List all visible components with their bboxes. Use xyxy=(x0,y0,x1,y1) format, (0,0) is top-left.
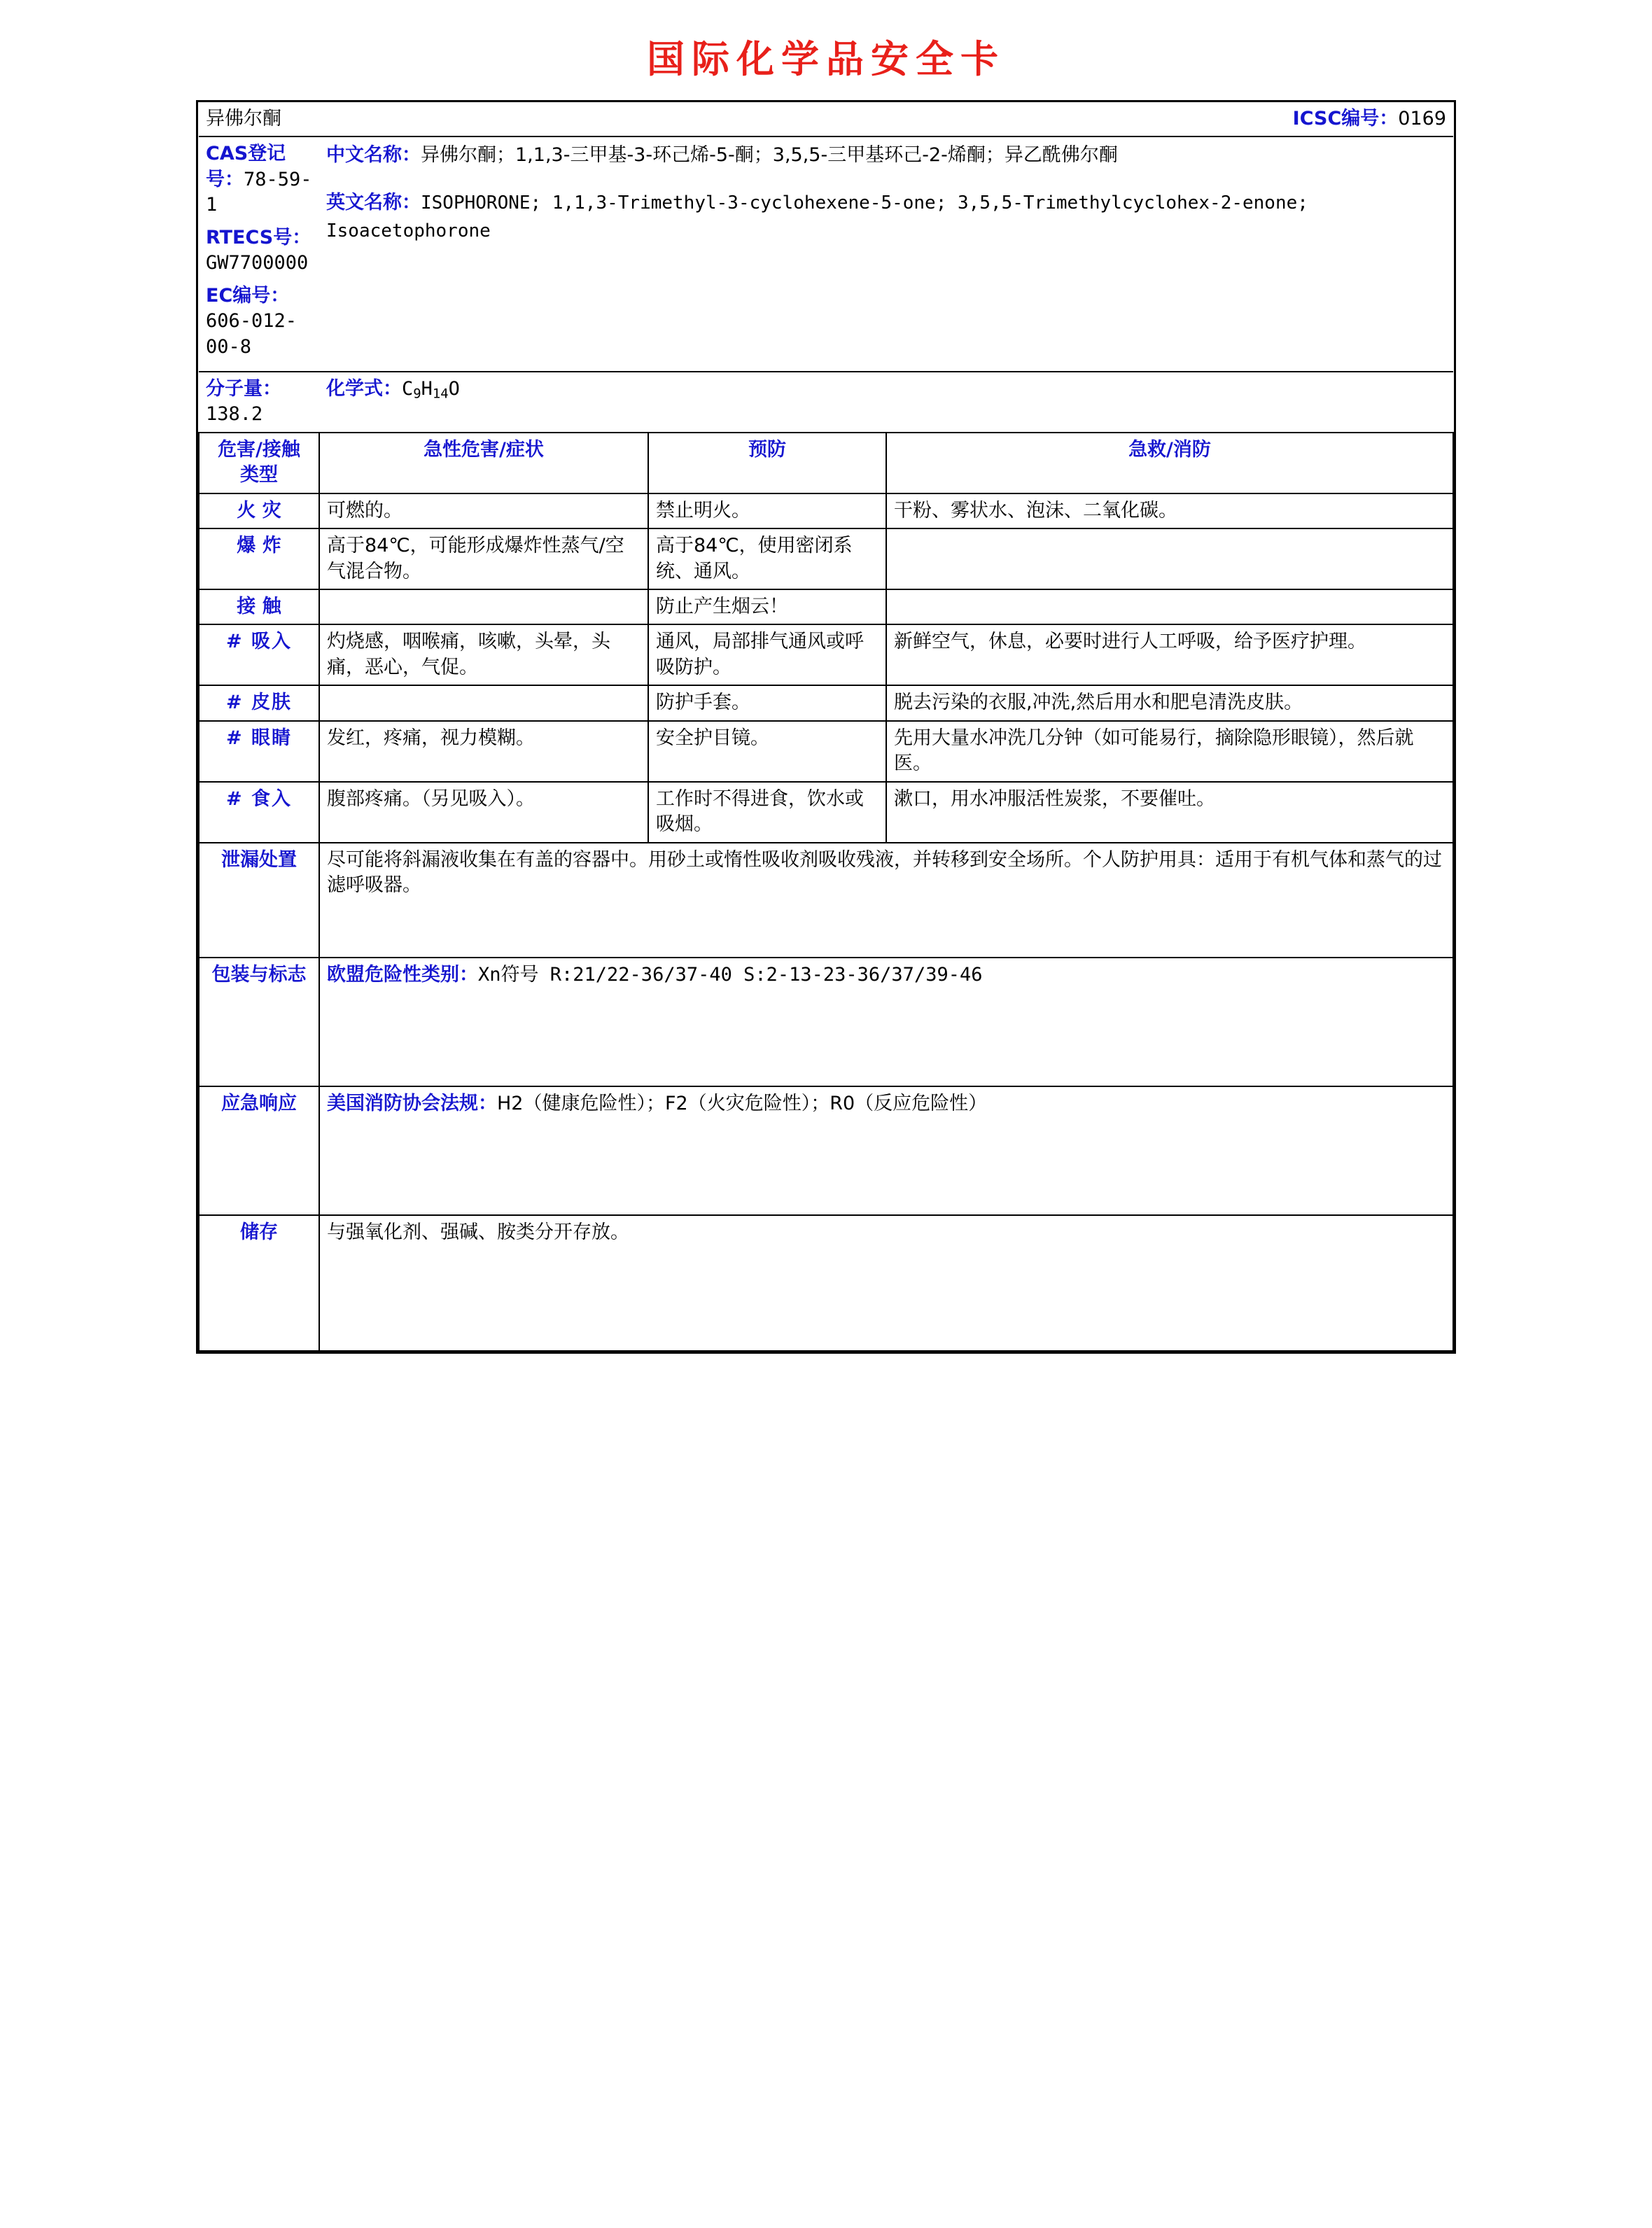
chinese-name-line xyxy=(326,141,1446,169)
row-prevention-inhalation: 通风，局部排气通风或呼吸防护。 xyxy=(648,624,886,685)
formula-o: O xyxy=(448,377,460,400)
row-prevention-exposure: 防止产生烟云！ xyxy=(648,589,886,624)
molecular-weight-cell xyxy=(199,372,319,433)
mw-label: 分子量： xyxy=(206,377,281,400)
table-row xyxy=(199,624,1453,685)
row-prevention-fire: 禁止明火。 xyxy=(648,493,886,528)
row-firstaid-fire: 干粉、雾状水、泡沫、二氧化碳。 xyxy=(886,493,1453,528)
row-prevention-skin: 防护手套。 xyxy=(648,685,886,720)
row-firstaid-exposure xyxy=(886,589,1453,624)
row-prevention-explosion: 高于84℃，使用密闭系统、通风。 xyxy=(648,528,886,589)
formula-c-count: 9 xyxy=(413,386,421,402)
icsc-label: ICSC编号： xyxy=(1292,108,1399,129)
row-firstaid-eyes: 先用大量水冲洗几分钟（如可能易行，摘除隐形眼镜），然后就医。 xyxy=(886,721,1453,782)
eu-hazard-class-label: 欧盟危险性类别： xyxy=(327,963,478,986)
table-row xyxy=(199,589,1453,624)
section-label-storage: 储存 xyxy=(199,1215,319,1351)
table-row xyxy=(199,685,1453,720)
col-header-type-line1: 危害/接触 xyxy=(218,438,300,461)
ec-line xyxy=(206,283,312,360)
rtecs-value: GW7700000 xyxy=(206,252,309,274)
formula-label: 化学式： xyxy=(326,377,402,400)
row-label-ingestion: # 食入 xyxy=(199,782,319,843)
rtecs-label: RTECS号： xyxy=(206,226,312,248)
section-row-emergency xyxy=(199,1086,1453,1215)
row-hazard-inhalation: 灼烧感，咽喉痛，咳嗽，头晕，头痛，恶心，气促。 xyxy=(319,624,648,685)
molecular-row xyxy=(199,372,1453,433)
row-firstaid-inhalation: 新鲜空气，休息，必要时进行人工呼吸，给予医疗护理。 xyxy=(886,624,1453,685)
identifier-block xyxy=(199,136,319,372)
icsc-table xyxy=(198,102,1454,1352)
table-row xyxy=(199,721,1453,782)
section-text-packaging xyxy=(319,958,1453,1086)
english-name-label: 英文名称： xyxy=(326,191,421,213)
icsc-value: 0169 xyxy=(1398,108,1446,129)
card-header-row xyxy=(199,102,1453,136)
row-label-exposure: 接 触 xyxy=(199,589,319,624)
col-header-type xyxy=(199,433,319,493)
icsc-number-cell xyxy=(648,102,1453,136)
nfpa-value: H2（健康危险性）；F2（火灾危险性）；R0（反应危险性） xyxy=(497,1092,988,1114)
page-title: 国际化学品安全卡 xyxy=(647,36,1005,81)
section-text-emergency xyxy=(319,1086,1453,1215)
formula-h: H xyxy=(421,377,433,400)
cas-line xyxy=(206,141,312,218)
section-row-packaging xyxy=(199,958,1453,1086)
section-label-emergency: 应急响应 xyxy=(199,1086,319,1215)
names-block xyxy=(319,136,1453,372)
ec-label: EC编号： xyxy=(206,284,290,307)
formula-value xyxy=(402,378,460,400)
table-row xyxy=(199,528,1453,589)
chemical-formula-cell xyxy=(319,372,1453,433)
cas-label: CAS登记号： xyxy=(206,143,286,190)
chinese-name-value: 异佛尔酮；1,1,3-三甲基-3-环己烯-5-酮；3,5,5-三甲基环己-2-烯酮；异乙酰佛尔酮 xyxy=(421,144,1118,167)
nfpa-label: 美国消防协会法规： xyxy=(327,1092,497,1114)
eu-hazard-class-value: Xn符号 R:21/22-36/37-40 S:2-13-23-36/37/39-46 xyxy=(478,963,983,986)
row-hazard-fire: 可燃的。 xyxy=(319,493,648,528)
section-label-spill: 泄漏处置 xyxy=(199,843,319,958)
row-label-inhalation: # 吸入 xyxy=(199,624,319,685)
row-label-explosion: 爆 炸 xyxy=(199,528,319,589)
row-firstaid-ingestion: 漱口，用水冲服活性炭浆，不要催吐。 xyxy=(886,782,1453,843)
ec-value: 606-012-00-8 xyxy=(206,310,298,358)
section-label-packaging: 包装与标志 xyxy=(199,958,319,1086)
section-row-spill xyxy=(199,843,1453,958)
row-hazard-skin xyxy=(319,685,648,720)
substance-name: 异佛尔酮 xyxy=(199,102,648,136)
identifier-row xyxy=(199,136,1453,372)
col-header-type-line2: 类型 xyxy=(240,464,278,486)
col-header-hazard: 急性危害/症状 xyxy=(319,433,648,493)
row-hazard-ingestion: 腹部疼痛。（另见吸入）。 xyxy=(319,782,648,843)
row-prevention-ingestion: 工作时不得进食，饮水或吸烟。 xyxy=(648,782,886,843)
row-firstaid-explosion xyxy=(886,528,1453,589)
chinese-name-label: 中文名称： xyxy=(326,144,421,167)
col-header-prevention: 预防 xyxy=(648,433,886,493)
rtecs-line xyxy=(206,225,312,276)
icsc-card xyxy=(196,100,1456,1354)
table-row xyxy=(199,493,1453,528)
row-label-skin: # 皮肤 xyxy=(199,685,319,720)
formula-c: C xyxy=(402,377,414,400)
col-header-firstaid: 急救/消防 xyxy=(886,433,1453,493)
english-name-value: ISOPHORONE; 1,1,3-Trimethyl-3-cyclohexene-5-one; 3,5,5-Trimethylcyclohex-2-enone; Isoacetophorone xyxy=(326,192,1308,242)
row-prevention-eyes: 安全护目镜。 xyxy=(648,721,886,782)
row-label-eyes: # 眼睛 xyxy=(199,721,319,782)
row-hazard-exposure xyxy=(319,589,648,624)
section-row-storage xyxy=(199,1215,1453,1351)
table-header-row xyxy=(199,433,1453,493)
section-text-storage: 与强氧化剂、强碱、胺类分开存放。 xyxy=(319,1215,1453,1351)
cas-value: 78-59-1 xyxy=(206,168,312,216)
table-row xyxy=(199,782,1453,843)
row-hazard-eyes: 发红，疼痛，视力模糊。 xyxy=(319,721,648,782)
row-label-fire: 火 灾 xyxy=(199,493,319,528)
formula-h-count: 14 xyxy=(432,386,449,402)
row-hazard-explosion: 高于84℃，可能形成爆炸性蒸气/空气混合物。 xyxy=(319,528,648,589)
english-name-line xyxy=(326,189,1446,246)
row-firstaid-skin: 脱去污染的衣服,冲洗,然后用水和肥皂清洗皮肤。 xyxy=(886,685,1453,720)
mw-value: 138.2 xyxy=(206,403,263,426)
section-text-spill: 尽可能将斜漏液收集在有盖的容器中。用砂土或惰性吸收剂吸收残液，并转移到安全场所。个人防护用具：适用于有机气体和蒸气的过滤呼吸器。 xyxy=(319,843,1453,958)
